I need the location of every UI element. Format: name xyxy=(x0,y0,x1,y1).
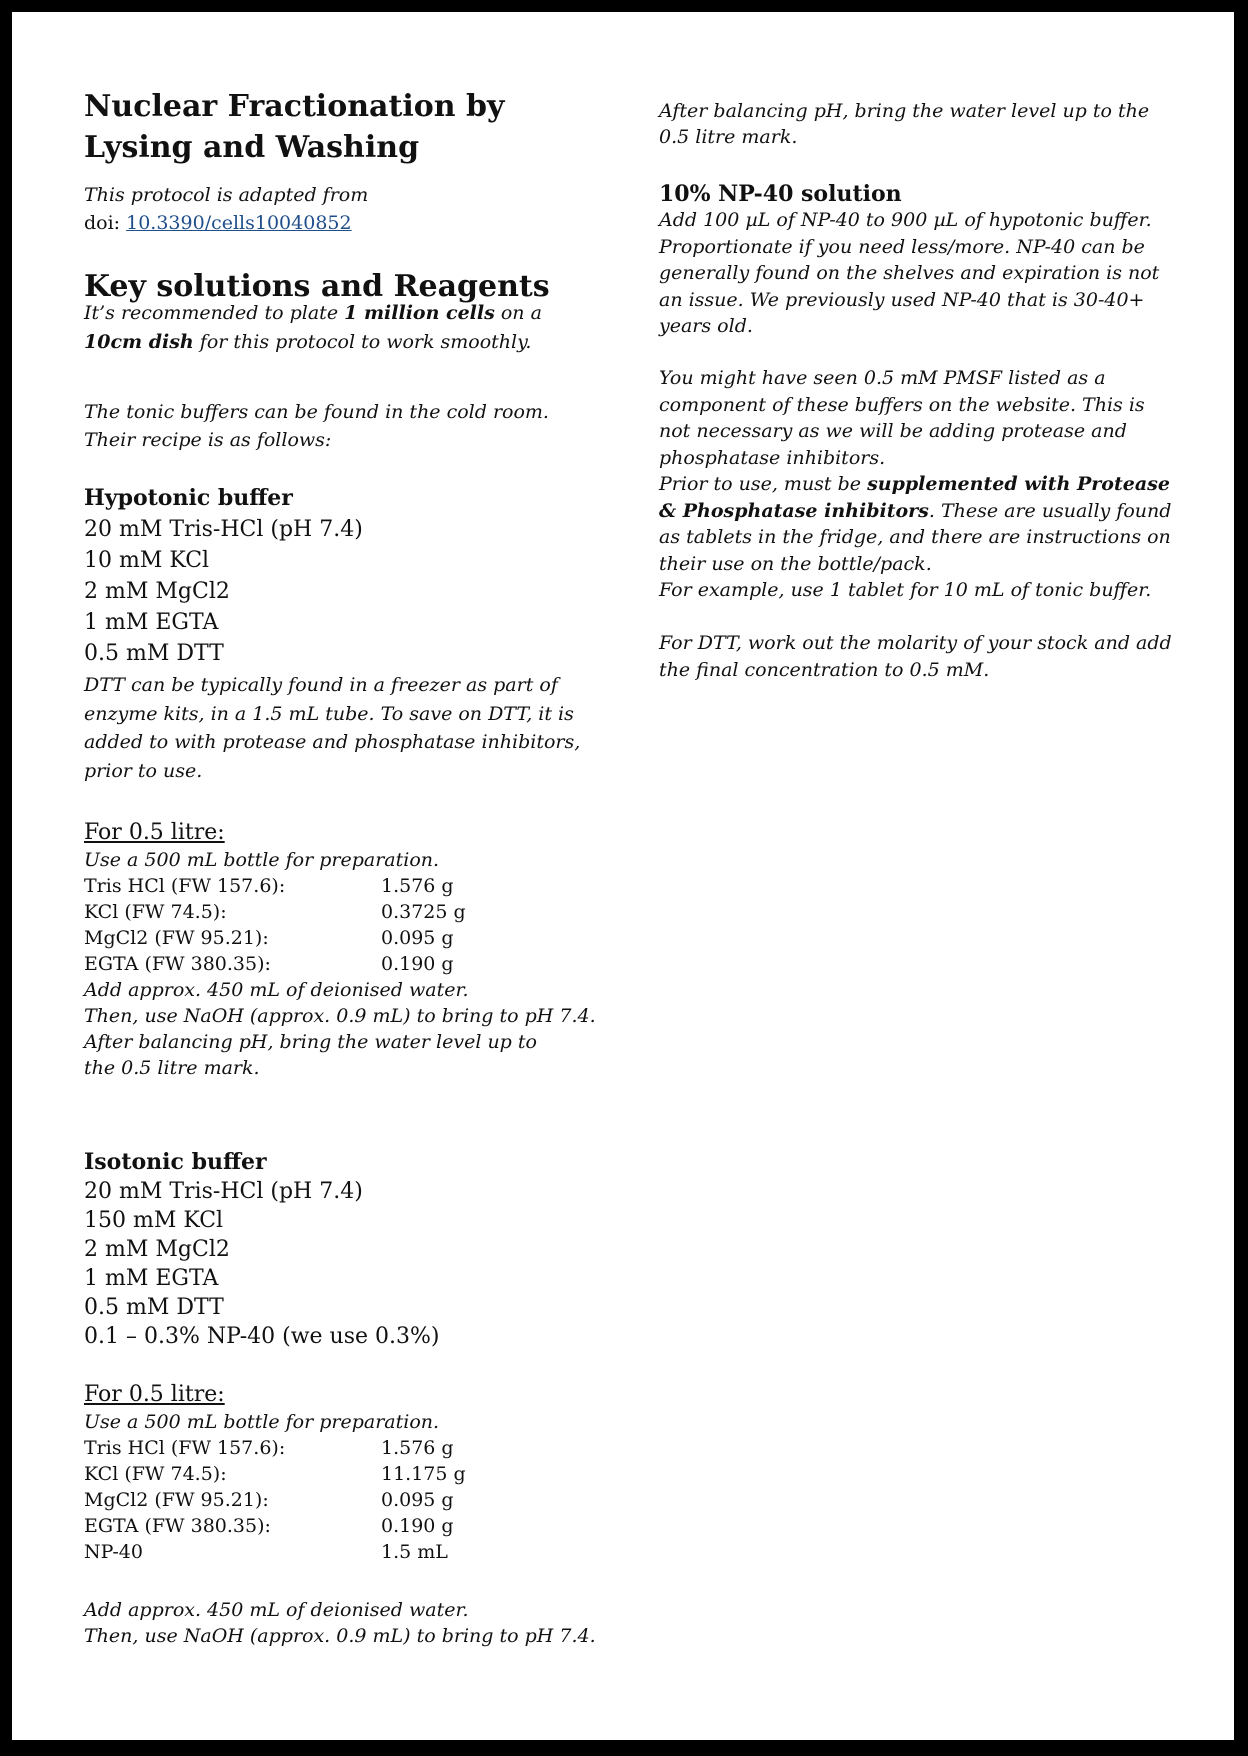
dtt-note: DTT can be typically found in a freezer as part of enzyme kits, in a 1.5 mL tube. To save on DTT, it is added to with protease and phosphatase inhibitors, prior to use. xyxy=(84,674,581,782)
reagent-amount: 0.095 g xyxy=(381,927,454,949)
pmsf-note: You might have seen 0.5 mM PMSF listed as a component of these buffers on the website. This is not necessary as we will be adding protease and phosphatase inhibitors. xyxy=(659,367,1145,469)
reagent-name: Tris HCl (FW 157.6): xyxy=(84,875,286,897)
prep-step: Add approx. 450 mL of deionised water. xyxy=(84,979,469,1001)
component: 20 mM Tris-HCl (pH 7.4) xyxy=(84,1179,363,1204)
inhibitor-emphasis: supplemented with Protease & Phosphatase inhibitors xyxy=(659,473,1170,522)
reagent-amount: 0.095 g xyxy=(381,1489,454,1511)
reagent-amount: 1.5 mL xyxy=(381,1541,448,1563)
prep-step: Then, use NaOH (approx. 0.9 mL) to bring to pH 7.4. xyxy=(84,1005,596,1027)
hypotonic-prep xyxy=(84,818,604,1081)
doi-label: doi: xyxy=(84,212,127,234)
isotonic-components xyxy=(84,1177,604,1351)
reagent-name: KCl (FW 74.5): xyxy=(84,1463,227,1485)
table-row xyxy=(84,925,466,951)
document-page xyxy=(12,12,1234,1740)
rec-cells: 1 million cells xyxy=(344,302,495,324)
component: 150 mM KCl xyxy=(84,1208,224,1233)
component: 1 mM EGTA xyxy=(84,1266,219,1291)
isotonic-prep xyxy=(84,1380,604,1565)
table-row xyxy=(84,1539,466,1565)
reagent-table xyxy=(84,873,466,977)
reagent-amount: 1.576 g xyxy=(381,1437,454,1459)
adapted-line: This protocol is adapted from xyxy=(84,184,369,206)
isotonic-step-continued: After balancing pH, bring the water level up to the 0.5 litre mark. xyxy=(659,100,1150,148)
component: 10 mM KCl xyxy=(84,548,210,573)
reagent-name: EGTA (FW 380.35): xyxy=(84,1515,271,1537)
reagent-amount: 11.175 g xyxy=(381,1463,466,1485)
reagent-amount: 1.576 g xyxy=(381,875,454,897)
reagent-name: Tris HCl (FW 157.6): xyxy=(84,1437,286,1459)
tonic-note: The tonic buffers can be found in the cold room. Their recipe is as follows: xyxy=(84,401,549,451)
isotonic-heading: Isotonic buffer xyxy=(84,1149,267,1175)
prep-heading: For 0.5 litre: xyxy=(84,1382,225,1407)
hypotonic-heading: Hypotonic buffer xyxy=(84,485,293,511)
reagent-amount: 0.3725 g xyxy=(381,901,466,923)
rec-text-2: on a xyxy=(494,302,542,324)
prep-bottle: Use a 500 mL bottle for preparation. xyxy=(84,1411,440,1433)
dtt-molarity-note: For DTT, work out the molarity of your stock and add the final concentration to 0.5 mM. xyxy=(659,632,1172,681)
rec-text-1: It’s recommended to plate xyxy=(84,302,345,324)
prep-heading: For 0.5 litre: xyxy=(84,820,225,845)
reagent-name: MgCl2 (FW 95.21): xyxy=(84,1489,269,1511)
prep-bottle: Use a 500 mL bottle for preparation. xyxy=(84,849,440,871)
inhibitor-text-2: . These are usually found as tablets in the fridge, and there are instructions on their use on the bottle/pack. xyxy=(659,499,1172,575)
isotonic-steps xyxy=(84,1597,604,1649)
component: 2 mM MgCl2 xyxy=(84,579,230,604)
table-row xyxy=(84,1487,466,1513)
np40-heading: 10% NP-40 solution xyxy=(659,181,902,207)
component: 0.5 mM DTT xyxy=(84,641,224,666)
hypotonic-components xyxy=(84,514,604,669)
page-title: Nuclear Fractionation by Lysing and Washing xyxy=(84,89,505,165)
inhibitor-text-1: Prior to use, must be xyxy=(659,473,868,495)
table-row xyxy=(84,873,466,899)
table-row xyxy=(84,1461,466,1487)
table-row xyxy=(84,1513,466,1539)
reagent-amount: 0.190 g xyxy=(381,1515,454,1537)
component: 1 mM EGTA xyxy=(84,610,219,635)
reagent-name: NP-40 xyxy=(84,1541,143,1563)
np40-text: Add 100 µL of NP-40 to 900 µL of hypotonic buffer. Proportionate if you need less/more. NP-40 can be generally found on the shelves and expiration is not an issue. We previously used NP-40 that is 30-40+ years old. xyxy=(659,209,1160,337)
component: 0.5 mM DTT xyxy=(84,1295,224,1320)
prep-step: Then, use NaOH (approx. 0.9 mL) to bring to pH 7.4. xyxy=(84,1625,596,1647)
recommendation xyxy=(84,299,589,356)
component: 2 mM MgCl2 xyxy=(84,1237,230,1262)
reagent-name: EGTA (FW 380.35): xyxy=(84,953,271,975)
component: 20 mM Tris-HCl (pH 7.4) xyxy=(84,517,363,542)
doi-link[interactable]: 10.3390/cells10040852 xyxy=(126,212,352,234)
example-note: For example, use 1 tablet for 10 mL of tonic buffer. xyxy=(659,579,1152,601)
rec-dish: 10cm dish xyxy=(84,330,194,353)
reagent-amount: 0.190 g xyxy=(381,953,454,975)
prep-step: Add approx. 450 mL of deionised water. xyxy=(84,1599,469,1621)
reagent-name: KCl (FW 74.5): xyxy=(84,901,227,923)
inhibitor-note xyxy=(659,471,1174,577)
key-heading: Key solutions and Reagents xyxy=(84,269,550,304)
table-row xyxy=(84,951,466,977)
prep-step: After balancing pH, bring the water level up to the 0.5 litre mark. xyxy=(84,1031,537,1079)
component: 0.1 – 0.3% NP-40 (we use 0.3%) xyxy=(84,1324,440,1349)
table-row xyxy=(84,1435,466,1461)
doi-line xyxy=(84,209,604,237)
adapted-note xyxy=(84,181,604,237)
table-row xyxy=(84,899,466,925)
reagent-name: MgCl2 (FW 95.21): xyxy=(84,927,269,949)
reagent-table xyxy=(84,1435,466,1565)
rec-text-3: for this protocol to work smoothly. xyxy=(193,330,532,353)
